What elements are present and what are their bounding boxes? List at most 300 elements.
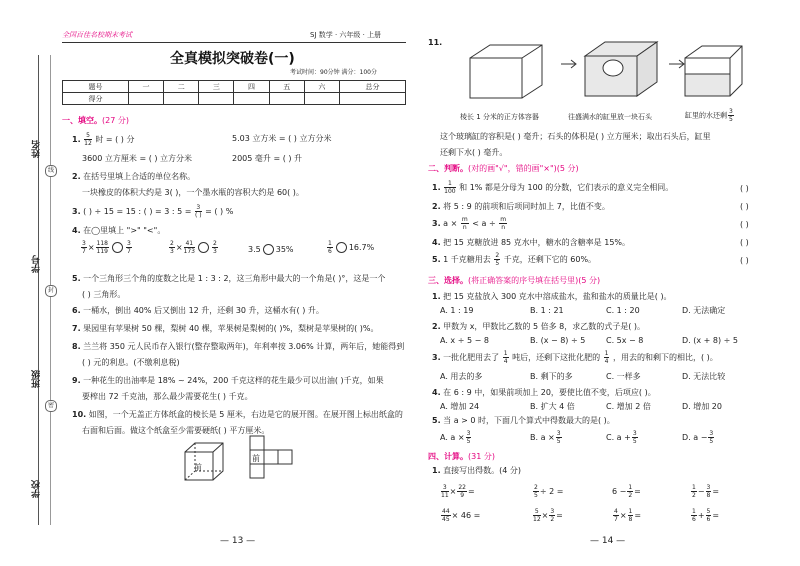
arrow-icon	[668, 58, 688, 70]
s5-text: 当 a > 0 时，下面几个算式中得数最大的是( )。	[443, 416, 615, 425]
fraction-denominator: 2	[550, 516, 555, 523]
compare-value: 35%	[275, 245, 294, 254]
fraction	[706, 484, 712, 499]
school-label: 学校	[32, 480, 42, 498]
fraction-numerator: m	[461, 216, 468, 223]
fraction	[441, 508, 451, 523]
q2-sub: 一块橡皮的体积大约是 3( )，一个墨水瓶的容积大约是 60( )。	[82, 188, 304, 197]
fraction-numerator: 4	[614, 508, 618, 515]
fraction-numerator: 3	[466, 430, 471, 437]
fraction-numerator: 2	[170, 240, 174, 247]
s1-opt-b[interactable]: B. 1 : 21	[530, 306, 564, 315]
q4-line	[72, 226, 165, 236]
name-label: 姓名	[32, 140, 42, 158]
equals: =	[634, 511, 642, 520]
section1-heading	[62, 116, 129, 126]
q8-number: 8.	[72, 342, 81, 351]
fraction-numerator: 3	[196, 204, 201, 211]
q6-number: 6.	[72, 306, 81, 315]
score-header: 六	[304, 81, 339, 93]
fraction	[632, 430, 638, 445]
box-net-figure	[238, 434, 308, 490]
q1-line1	[72, 132, 134, 147]
fraction-denominator: 6	[692, 516, 696, 523]
j4-answer-paren[interactable]: ( )	[740, 238, 749, 247]
fraction-denominator: 45	[442, 516, 450, 523]
score-header: 总分	[339, 81, 405, 93]
fraction-numerator: 3	[556, 430, 561, 437]
fraction-numerator: 5	[534, 508, 539, 515]
fraction	[691, 508, 697, 523]
option-text: B. a ×	[530, 433, 555, 442]
q10-number: 10.	[72, 410, 87, 419]
operator: ×	[87, 243, 95, 252]
fraction-numerator: 3	[632, 430, 637, 437]
s3-opt-d[interactable]: D. 无法比较	[682, 372, 726, 381]
fraction	[556, 430, 562, 445]
s5-opt-c[interactable]	[606, 430, 639, 445]
fraction-denominator: n	[501, 224, 506, 231]
open-box-figure	[180, 440, 230, 485]
q5-number: 5.	[72, 274, 81, 283]
s3-part-c: ，用去的和剩下的相比，( )。	[613, 353, 718, 362]
q8-text: 兰兰将 350 元人民币存入银行(整存整取两年)，年利率按 3.06% 计算，两年后，她能得到	[83, 342, 405, 351]
q7-text: 果园里有苹果树 50 棵，梨树 40 棵，苹果树是梨树的( )%，梨树是苹果树的( )%。	[83, 324, 379, 333]
s1-opt-a[interactable]: A. 1 : 19	[440, 306, 474, 315]
compare-value: 16.7%	[348, 243, 375, 252]
fraction	[604, 350, 610, 365]
fraction-denominator: 119	[96, 248, 108, 255]
section2-title: 二、判断。	[428, 164, 468, 173]
q5-cont: ( ) 三角形。	[82, 290, 126, 299]
q4-compare-1	[80, 240, 133, 255]
calc-item	[690, 508, 719, 523]
s1-opt-d[interactable]: D. 无法确定	[682, 306, 726, 315]
j2-number: 2.	[432, 202, 441, 211]
net-front-label: 前	[252, 454, 260, 463]
compare-value: 3.5	[248, 245, 261, 254]
q1-part-a: 时 = ( ) 分	[95, 135, 135, 144]
exam-meta: 考试时间：90分钟 满分：100分	[290, 69, 377, 76]
s2-text: 甲数为 x，甲数比乙数的 5 倍多 8，求乙数的式子是( )。	[443, 322, 646, 331]
fraction-denominator: 6	[328, 248, 332, 255]
score-cell[interactable]	[234, 93, 269, 105]
q1-number: 1.	[72, 135, 81, 144]
score-header: 二	[164, 81, 199, 93]
grade-info: SJ 数学 · 六年级 · 上册	[310, 31, 382, 39]
fraction	[444, 180, 455, 195]
s3-part-a: 一批化肥用去了	[443, 353, 500, 362]
fraction-denominator: 5	[495, 260, 500, 267]
score-cell[interactable]	[128, 93, 163, 105]
fraction-numerator: 1	[503, 350, 508, 357]
fraction-denominator: 5	[534, 492, 538, 499]
front-face-label: 前	[194, 463, 202, 472]
q1-fraction	[84, 132, 92, 147]
q6-text: 一桶水，倒出 40% 后又倒出 12 升，还剩 30 升，这桶水有( ) 升。	[83, 306, 324, 315]
fraction-numerator: 5	[86, 132, 90, 139]
fraction-numerator: 1	[604, 350, 609, 357]
fraction-numerator: 118	[96, 240, 108, 247]
fraction-denominator: 5	[729, 116, 733, 123]
fraction	[169, 240, 175, 255]
j5-part-b: 千克，还剩下它的 60%。	[503, 255, 597, 264]
section2-note: (对的画"√"，错的画"×")(5 分)	[468, 164, 579, 173]
section4-title: 四、计算。	[428, 452, 468, 461]
calc-item	[612, 484, 641, 499]
s1-line	[432, 292, 672, 302]
compare-circle[interactable]	[336, 242, 347, 253]
section3-heading	[428, 276, 600, 286]
header-rule	[62, 42, 406, 43]
s1-text: 把 15 克盐放入 300 克水中溶成盐水，盐和盐水的质量比是( )。	[443, 292, 672, 301]
q10-cont: 右面和后面。做这个纸盒至少需要硬纸( ) 平方厘米。	[82, 426, 270, 435]
section4-heading	[428, 452, 495, 462]
equals: =	[634, 487, 641, 496]
q8-line	[72, 342, 404, 352]
fraction-numerator: 2	[212, 240, 217, 247]
option-text: C. a +	[606, 433, 631, 442]
c1-number: 1.	[432, 466, 441, 475]
fraction-numerator: 5	[706, 508, 711, 515]
q4-compare-2	[168, 240, 219, 255]
s4-line	[432, 388, 656, 398]
remaining-water-figure	[680, 40, 750, 100]
c1-text: 直接写出得数。(4 分)	[443, 466, 522, 475]
score-header: 一	[128, 81, 163, 93]
fraction	[184, 240, 195, 255]
q7-line	[72, 324, 378, 334]
score-header: 三	[199, 81, 234, 93]
fraction	[441, 484, 449, 499]
q9-cont: 要榨出 72 千克油，那么最少需要花生( ) 千克。	[82, 392, 253, 401]
page-number-left: — 13 —	[220, 536, 256, 546]
score-cell[interactable]	[164, 93, 199, 105]
s2-line	[432, 322, 645, 332]
fraction	[126, 240, 132, 255]
q4-compare-4	[326, 240, 374, 255]
q5-text: 一个三角形三个角的度数之比是 1 : 3 : 2，这三角形中最大的一个角是( )°，这是一个	[83, 274, 386, 283]
q7-number: 7.	[72, 324, 81, 333]
j5-number: 5.	[432, 255, 441, 264]
fraction-denominator: 7	[614, 516, 618, 523]
s4-number: 4.	[432, 388, 441, 397]
s1-opt-c[interactable]: C. 1 : 20	[606, 306, 640, 315]
fraction-denominator: 5	[632, 438, 637, 445]
option-text: D. a −	[682, 433, 708, 442]
section4-points: (31 分)	[468, 452, 495, 461]
q4-number: 4.	[72, 226, 81, 235]
fraction	[327, 240, 333, 255]
fraction	[533, 508, 541, 523]
operator: +	[697, 511, 705, 520]
compare-circle[interactable]	[263, 244, 274, 255]
q9-text: 一种花生的出油率是 18% ~ 24%，200 千克这样的花生最少可以出油( )千克，如果	[83, 376, 384, 385]
fraction-denominator: ( )	[195, 212, 202, 219]
score-cell[interactable]	[339, 93, 405, 105]
s2-opt-b[interactable]: B. (x − 8) ÷ 5	[530, 336, 586, 345]
score-cell[interactable]	[269, 93, 304, 105]
fraction-numerator: 1	[328, 240, 332, 247]
s3-part-b: 吨后，还剩下这批化肥的	[512, 353, 601, 362]
operator: ÷ 2	[539, 487, 555, 496]
q6-line	[72, 306, 324, 316]
s4-opt-a[interactable]: A. 增加 24	[440, 402, 480, 411]
q9-number: 9.	[72, 376, 81, 385]
fraction-numerator: 3	[709, 430, 714, 437]
fraction-numerator: 3	[82, 240, 86, 247]
j1-line	[432, 180, 673, 195]
s3-number: 3.	[432, 353, 441, 362]
fraction-denominator: 7	[126, 248, 131, 255]
q3-fraction	[195, 204, 202, 219]
fraction-numerator: 44	[442, 508, 450, 515]
operator: ×	[449, 487, 457, 496]
section3-title: 三、选择。	[428, 276, 468, 285]
fraction-denominator: 4	[604, 358, 609, 365]
operand: 6 −	[612, 487, 627, 496]
j5-answer-paren[interactable]: ( )	[740, 256, 749, 265]
fraction	[533, 484, 539, 499]
fraction-numerator: 3	[442, 484, 447, 491]
score-header: 五	[269, 81, 304, 93]
fraction	[212, 240, 218, 255]
fraction-denominator: 12	[533, 516, 541, 523]
binding-line	[38, 55, 39, 525]
s3-opt-b[interactable]: B. 剩下的多	[530, 372, 573, 381]
fraction-denominator: 2	[692, 492, 696, 499]
fraction-denominator: 9	[460, 492, 465, 499]
fraction-denominator: 11	[441, 492, 449, 499]
fraction-denominator: 3	[170, 248, 174, 255]
fraction-denominator: 8	[628, 516, 633, 523]
compare-circle[interactable]	[198, 242, 209, 253]
s3-line	[432, 350, 718, 365]
s4-opt-b[interactable]: B. 扩大 4 倍	[530, 402, 575, 411]
exam-tag: 全国百佳名校期末考试	[62, 31, 132, 39]
calc-item	[440, 484, 475, 499]
j2-answer-paren[interactable]: ( )	[740, 202, 749, 211]
fraction-numerator: 2	[495, 252, 500, 259]
c1-line	[432, 466, 521, 476]
q11-caption-3	[685, 108, 735, 123]
j1-answer-paren[interactable]: ( )	[740, 184, 749, 193]
fraction-numerator: 1	[444, 180, 455, 188]
calc-item	[532, 484, 563, 499]
s4-opt-c[interactable]: C. 增加 2 倍	[606, 402, 651, 411]
fraction	[81, 240, 87, 255]
section2-heading	[428, 164, 579, 174]
j3-number: 3.	[432, 219, 441, 228]
calc-item	[440, 508, 480, 523]
arrow-icon	[560, 58, 580, 70]
fraction-numerator: 22	[458, 484, 466, 491]
s5-number: 5.	[432, 416, 441, 425]
fraction-denominator: 3	[212, 248, 217, 255]
q1-part-d: 2005 毫升 = ( ) 升	[232, 154, 303, 163]
fraction-numerator: 1	[692, 508, 696, 515]
section1-points: (27 分)	[102, 116, 129, 125]
s1-number: 1.	[432, 292, 441, 301]
fraction	[628, 508, 634, 523]
s3-opt-c[interactable]: C. 一样多	[606, 372, 641, 381]
s2-number: 2.	[432, 322, 441, 331]
j4-number: 4.	[432, 238, 441, 247]
s5-opt-a[interactable]	[440, 430, 472, 445]
j3-part-mid: < a ÷	[472, 219, 496, 228]
fraction	[461, 216, 469, 231]
operator: ×	[619, 511, 627, 520]
q11-line2: 还剩下水( ) 毫升。	[440, 148, 508, 157]
fraction	[457, 484, 467, 499]
operator: −	[697, 487, 705, 496]
fraction-denominator: 12	[84, 140, 92, 147]
fraction	[691, 484, 697, 499]
q9-line	[72, 376, 384, 386]
s2-opt-a[interactable]: A. x ÷ 5 − 8	[440, 336, 489, 345]
seal-mark-xian: 线	[45, 165, 57, 177]
option-text: A. a ×	[440, 433, 465, 442]
page-title: 全真模拟突破卷(一)	[170, 51, 295, 67]
cube-container-figure	[465, 40, 555, 100]
calc-item	[612, 508, 641, 523]
fraction	[96, 240, 109, 255]
fraction-denominator: 5	[556, 438, 561, 445]
section3-note: (将正确答案的序号填在括号里)(5 分)	[468, 276, 601, 285]
fraction-numerator: 3	[729, 108, 733, 115]
q2-line	[72, 172, 195, 182]
fraction	[728, 108, 734, 123]
s2-opt-d[interactable]: D. (x + 8) ÷ 5	[682, 336, 738, 345]
binding-strip	[0, 0, 60, 566]
j2-line	[432, 202, 610, 212]
fraction-numerator: m	[500, 216, 507, 223]
q10-text: 如图，一个无盖正方体纸盒的棱长是 5 厘米，右边是它的展开图。在展开图上标出纸盒的	[88, 410, 403, 419]
equals: =	[712, 511, 720, 520]
fraction	[466, 430, 472, 445]
j4-text: 把 15 克糖放进 85 克水中，糖水的含糖率是 15%。	[443, 238, 631, 247]
s4-text: 在 6 : 9 中，如果前项加上 20，要使比值不变，后项应( )。	[443, 388, 656, 397]
operator: ×	[541, 511, 549, 520]
fraction	[549, 508, 555, 523]
fraction-denominator: 5	[709, 438, 714, 445]
score-header: 四	[234, 81, 269, 93]
section1-title: 一、填空。	[62, 116, 102, 125]
fraction-denominator: 4	[503, 358, 508, 365]
score-cell[interactable]	[304, 93, 339, 105]
equals: =	[712, 487, 720, 496]
fraction-numerator: 41	[185, 240, 194, 247]
operator: ×	[175, 243, 183, 252]
fraction	[503, 350, 509, 365]
score-row-label: 得分	[63, 93, 129, 105]
fraction-denominator: 7	[82, 248, 86, 255]
score-cell[interactable]	[199, 93, 234, 105]
compare-circle[interactable]	[112, 242, 123, 253]
q4-text: 在◯里填上 ">" "<"。	[83, 226, 166, 235]
q2-number: 2.	[72, 172, 81, 181]
calc-item	[690, 484, 719, 499]
s3-opt-a[interactable]: A. 用去的多	[440, 372, 483, 381]
j5-line	[432, 252, 596, 267]
s4-opt-d[interactable]: D. 增加 20	[682, 402, 722, 411]
equals: =	[556, 511, 563, 520]
q3-line	[72, 204, 233, 219]
fraction	[613, 508, 619, 523]
fraction-denominator: 173	[183, 248, 195, 255]
page-number-right: — 14 —	[590, 536, 626, 546]
q1-part-b: 5.03 立方米 = ( ) 立方分米	[232, 134, 332, 143]
j3-part-a: a ×	[443, 219, 458, 228]
q10-line	[72, 410, 403, 420]
caption-text: 缸里的水还剩	[685, 111, 727, 120]
s5-line	[432, 416, 615, 426]
j2-text: 将 5 : 9 的前项和后项同时加上 7，比值不变。	[443, 202, 610, 211]
s2-opt-c[interactable]: C. 5x − 8	[606, 336, 644, 345]
fraction-numerator: 3	[706, 484, 711, 491]
q3-part-a: ( ) ÷ 15 = 15 : ( ) = 3 : 5 =	[83, 207, 192, 216]
j3-line	[432, 216, 508, 231]
q11-caption-2: 往盛满水的缸里放一块石头	[568, 113, 652, 121]
fraction	[706, 508, 712, 523]
q4-compare-3	[248, 244, 294, 255]
q11-caption-1: 棱长 1 分米的正方体容器	[460, 113, 539, 121]
score-table	[62, 80, 406, 105]
seal-mark-mi: 密	[45, 400, 57, 412]
fraction-numerator: 1	[628, 484, 633, 491]
q11-number: 11.	[428, 38, 443, 47]
fraction-numerator: 2	[534, 484, 538, 491]
seal-mark-feng: 封	[45, 285, 57, 297]
j1-number: 1.	[432, 183, 441, 192]
j4-line	[432, 238, 630, 248]
s5-opt-d[interactable]	[682, 430, 715, 445]
j3-answer-paren[interactable]: ( )	[740, 220, 749, 229]
q3-part-b: = ( ) %	[205, 207, 234, 216]
fraction-denominator: 6	[706, 516, 711, 523]
fraction-denominator: n	[462, 224, 467, 231]
score-header: 题号	[63, 81, 129, 93]
fraction-numerator: 3	[126, 240, 131, 247]
j5-part-a: 1 千克糖用去	[443, 255, 491, 264]
operator: × 46 =	[451, 511, 481, 520]
equals: =	[556, 487, 564, 496]
fraction-denominator: 5	[466, 438, 471, 445]
fraction-numerator: 1	[628, 508, 633, 515]
fraction	[494, 252, 500, 267]
fraction-numerator: 3	[550, 508, 555, 515]
fraction-denominator: 8	[706, 492, 711, 499]
school-number-label: 学号	[32, 255, 42, 273]
q11-line1: 这个玻璃缸的容积是( ) 毫升；石头的体积是( ) 立方厘米；取出石头后，缸里	[440, 132, 711, 141]
s5-opt-b[interactable]	[530, 430, 563, 445]
fraction-denominator: 2	[628, 492, 633, 499]
tank-with-stone-figure	[580, 34, 670, 100]
q3-number: 3.	[72, 207, 81, 216]
fraction-numerator: 1	[692, 484, 696, 491]
q8-cont: ( ) 元的利息。(不缴利息税)	[82, 358, 180, 367]
fraction	[627, 484, 633, 499]
equals: =	[467, 487, 475, 496]
j1-text: 和 1% 都是分母为 100 的分数，它们表示的意义完全相同。	[459, 183, 674, 192]
class-label: 班级	[32, 370, 42, 388]
fraction	[708, 430, 714, 445]
q1-part-c: 3600 立方厘米 = ( ) 立方分米	[82, 154, 193, 163]
fraction-denominator: 100	[444, 188, 456, 195]
q5-line	[72, 274, 385, 284]
fraction	[499, 216, 507, 231]
calc-item	[532, 508, 563, 523]
